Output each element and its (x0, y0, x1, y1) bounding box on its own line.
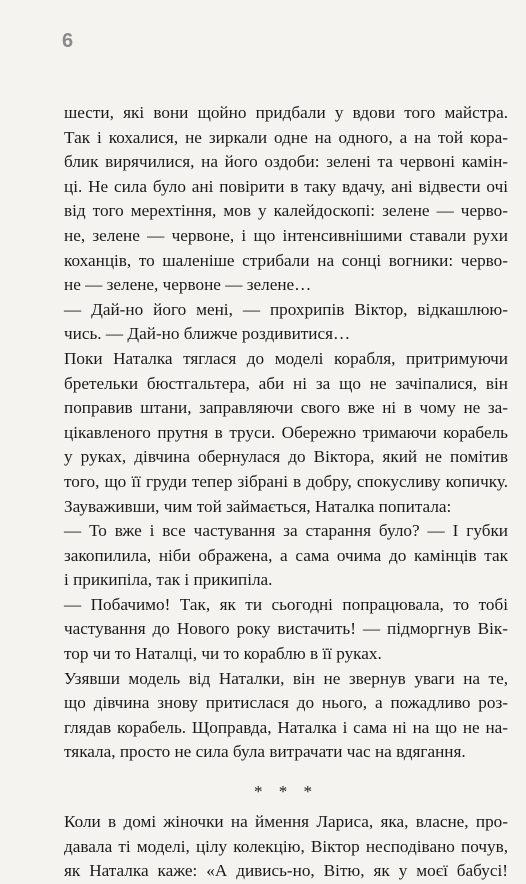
text-line: поправив штани, заправляючи свого вже ні в чому не за- (64, 398, 508, 418)
text-line: глядав корабель. Щоправда, Наталка і сама ні на що не на- (64, 717, 508, 737)
text-line: Поки Наталка тяглася до моделі корабля, притримуючи (64, 348, 508, 368)
text-line: як Наталка каже: «А дивись-но, Вітю, як у моєї бабусі! (64, 861, 508, 881)
text-line: у руках, дівчина обернулася до Віктора, який не помітив (64, 447, 508, 467)
text-line: чись. — Дай-но ближче роздивитися… (64, 324, 351, 344)
text-line: Так і кохалися, не зиркали одне на одного, а на той кора- (64, 127, 508, 147)
text-line: цікавленого прутня в труси. Обережно тримаючи корабель (64, 422, 508, 442)
text-line: ці. Не сила було ані повірити в таку вдачу, ані відвести очі (64, 176, 508, 196)
text-line: тор чи то Наталці, чи то кораблю в її руках. (64, 644, 382, 664)
text-line: Коли в домі жіночки на ймення Лариса, яка, власне, про- (64, 812, 508, 832)
text-line: — Дай-но його мені, — прохрипів Віктор, відкашлюю- (64, 299, 508, 319)
text-line: блик вирячилися, на його оздоби: зелені та червоні камін- (64, 152, 508, 172)
body-text (64, 101, 508, 884)
text-line: і прикипіла, так і прикипіла. (64, 570, 273, 590)
text-line: від того мерехтіння, мов у калейдоскопі: зелене — черво- (64, 201, 508, 221)
text-line: що дівчина знову притислася до нього, а пожадливо роз- (64, 693, 508, 713)
text-line: закопилила, ніби ображена, а сама очима до камінців так (64, 545, 508, 565)
text-line: не, зелене — червоне, і що інтенсивнішими ставали рухи (64, 225, 508, 245)
text-line: Узявши модель від Наталки, він не звернув уваги на те, (64, 668, 508, 688)
text-line: частування до Нового року вистачить! — підморгнув Вік- (64, 619, 508, 639)
text-line: — То вже і все частування за старання було? — І губки (64, 521, 508, 541)
text-line: бретельки бюстгальтера, аби ні за що не зачіпалися, він (64, 373, 508, 393)
text-line: коханців, то шаленіше стрибали на сонці вогники: черво- (64, 250, 508, 270)
text-line: — Побачимо! Так, як ти сьогодні попрацювала, то тобі (64, 594, 508, 614)
text-line: не — зелене, червоне — зелене… (64, 275, 312, 295)
text-line: давала ті моделі, цілу колекцію, Віктор несподівано почув, (64, 836, 508, 856)
text-line: шести, які вони щойно придбали у вдови того майстра. (64, 103, 508, 122)
text-line: тякала, просто не сила була витрачати час на вдягання. (64, 742, 466, 762)
section-separator: * * * (254, 782, 318, 802)
text-line: того, що її груди тепер зібрані в добру, спокусливу копичку. (64, 471, 508, 491)
page-number: 6 (62, 30, 74, 52)
text-line: Зауваживши, чим той займається, Наталка попитала: (64, 496, 452, 516)
